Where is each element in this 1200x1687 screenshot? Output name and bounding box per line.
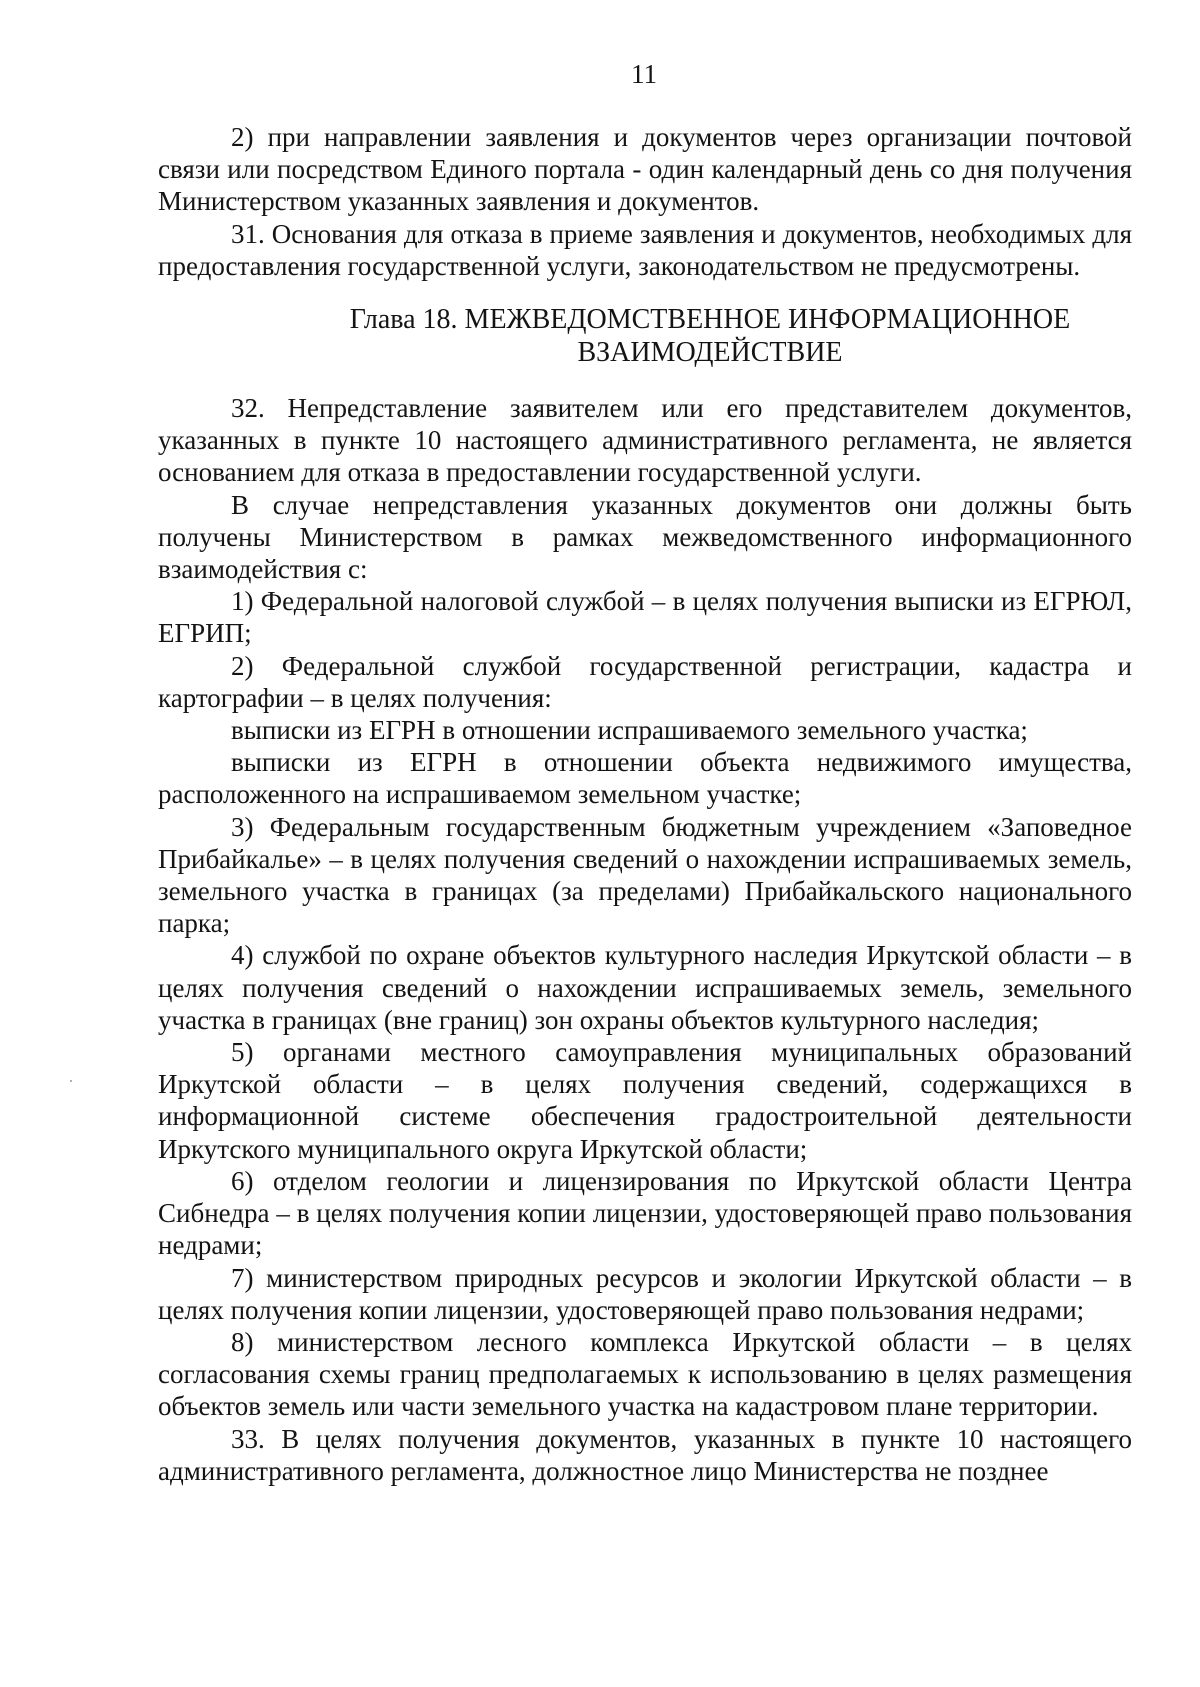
- chapter-heading-line-2: ВЗАИМОДЕЙСТВИЕ: [577, 337, 843, 369]
- list-item-1-tax-service: 1) Федеральной налоговой службой – в целях получения выписки из ЕГРЮЛ, ЕГРИП;: [158, 586, 1132, 649]
- chapter-heading-line-1: Глава 18. МЕЖВЕДОМСТВЕННОЕ ИНФОРМАЦИОННОЕ: [349, 304, 1071, 336]
- paragraph-32-non-submission: 32. Непредставление заявителем или его представителем документов, указанных в пункте 10 настоящего административного регламента, не является основанием для отказа в предоставлении государственной услуги.: [158, 393, 1132, 488]
- list-item-6-geology-department: 6) отделом геологии и лицензирования по Иркутской области Центра Сибнедра – в целях получения копии лицензии, удостоверяющей право пользования недрами;: [158, 1165, 1132, 1261]
- paragraph-interagency-intro: В случае непредставления указанных документов они должны быть получены Министерством в рамках межведомственного информационного взаимодействия с:: [158, 489, 1132, 585]
- page-number: 11: [631, 59, 657, 89]
- sub-item-egrn-real-estate: выписки из ЕГРН в отношении объекта недвижимого имущества, расположенного на испрашиваемом земельном участке;: [158, 747, 1132, 810]
- list-item-4-cultural-heritage: 4) службой по охране объектов культурного наследия Иркутской области – в целях получения сведений о нахождении испрашиваемых земель, земельного участка в границах (вне границ) зон охраны объектов культурного наследия;: [158, 940, 1132, 1035]
- list-item-2-registration-service: 2) Федеральной службой государственной регистрации, кадастра и картографии – в целях получения:: [158, 650, 1132, 713]
- sub-item-egrn-land-plot: выписки из ЕГРН в отношении испрашиваемого земельного участка;: [231, 715, 1028, 746]
- list-item-7-natural-resources-ministry: 7) министерством природных ресурсов и экологии Иркутской области – в целях получения копии лицензии, удостоверяющей право пользования недрами;: [158, 1262, 1132, 1325]
- list-item-3-zapovednoe-pribaikalie: 3) Федеральным государственным бюджетным учреждением «Заповедное Прибайкалье» – в целях получения сведений о нахождении испрашиваемых земель, земельного участка в границах (за пределами) Прибайкальского национального парка;: [158, 811, 1132, 939]
- list-item-5-local-government: 5) органами местного самоуправления муниципальных образований Иркутской области – в целях получения сведений, содержащихся в информационной системе обеспечения градостроительной деятельности Иркутского муниципального округа Иркутской области;: [158, 1037, 1132, 1164]
- document-body: [158, 121, 1132, 1487]
- paragraph-31-refusal-grounds: 31. Основания для отказа в приеме заявления и документов, необходимых для предоставления государственной услуги, законодательством не предусмотрены.: [158, 218, 1132, 281]
- paragraph-item-2-deadline: 2) при направлении заявления и документов через организации почтовой связи или посредством Единого портала - один календарный день со дня получения Министерством указанных заявления и документов.: [158, 122, 1132, 217]
- chapter-heading: [158, 303, 1132, 369]
- scan-speck: [70, 1080, 72, 1082]
- list-item-8-forestry-ministry: 8) министерством лесного комплекса Иркутской области – в целях согласования схемы границ предполагаемых к использованию в целях размещения объектов земель или части земельного участка на кадастровом плане территории.: [158, 1326, 1132, 1422]
- paragraph-33-document-requests: 33. В целях получения документов, указанных в пункте 10 настоящего административного регламента, должностное лицо Министерства не позднее: [158, 1423, 1132, 1486]
